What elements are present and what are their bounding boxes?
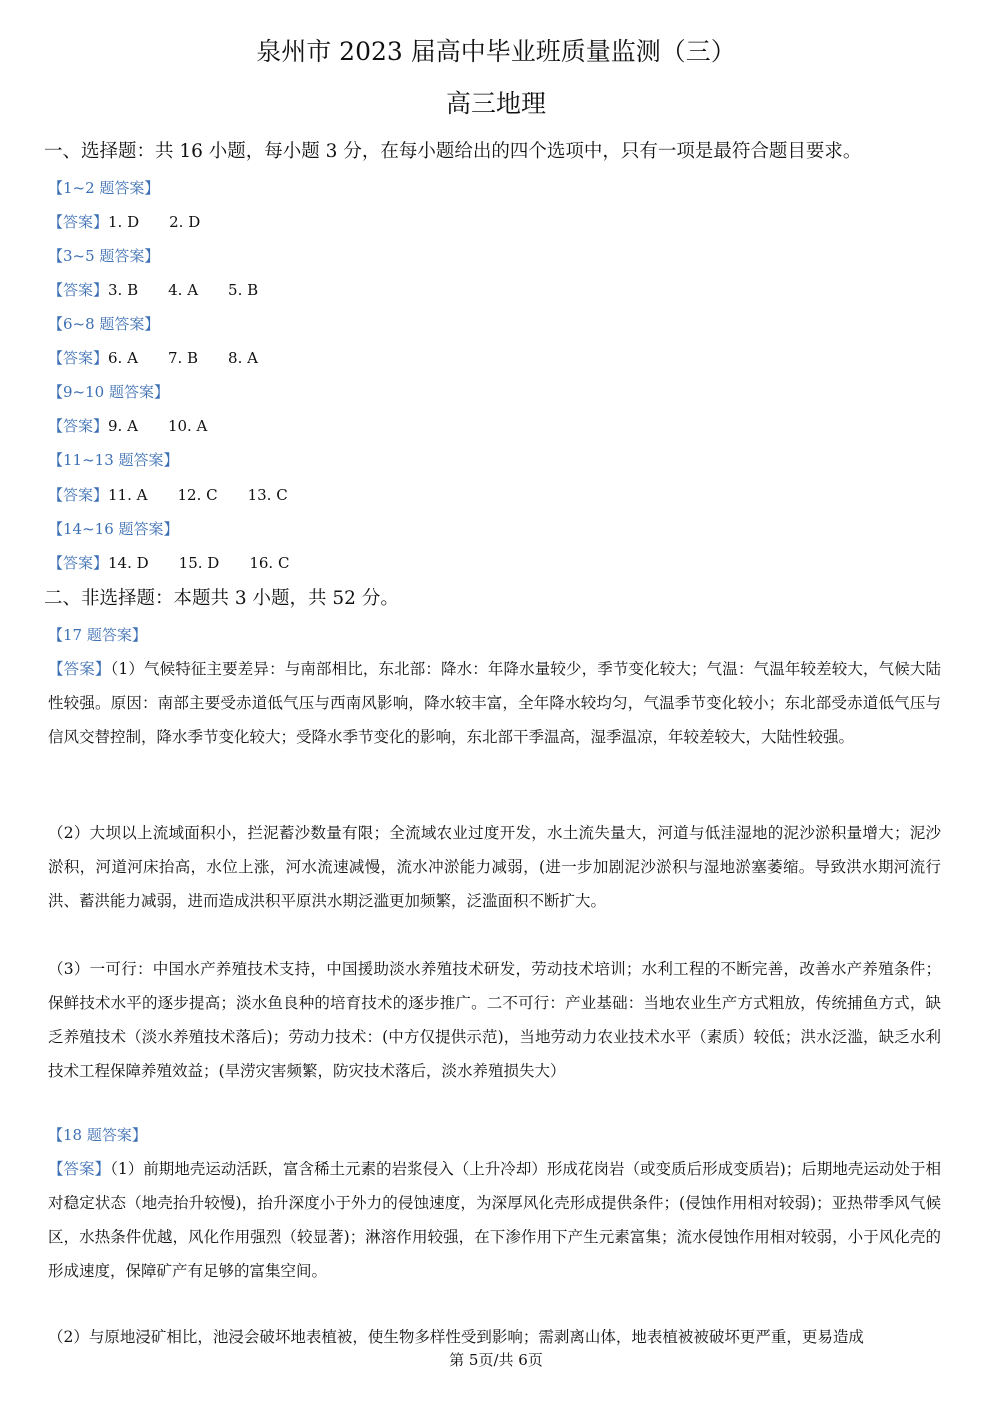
answer-label: 【答案】 <box>48 1160 111 1178</box>
answer-item: 4. A <box>168 281 199 299</box>
section1-title: 一、选择题：共 16 小题，每小题 3 分，在每小题给出的四个选项中，只有一项是最符合题目要求。 <box>44 141 862 162</box>
q18-part1-text: （1）前期地壳运动活跃，富含稀土元素的岩浆侵入（上升冷却）形成花岗岩（或变质后形成变质岩)；后期地壳运动处于相对稳定状态（地壳抬升较慢)，抬升深度小于外力的侵蚀速度，为深厚风化壳形成提供条件；(侵蚀作用相对较弱)；亚热带季风气候区，水热条件优越，风化作用强烈（较显著)；淋溶作用较强，在下渗作用下产生元素富集；流水侵蚀作用相对较弱，小于风化壳的形成速度，保障矿产有足够的富集空间。 <box>48 1160 941 1280</box>
answer-item: 8. A <box>228 349 258 367</box>
answer-item: 16. C <box>249 554 290 572</box>
q17-paragraph-2: （2）大坝以上流域面积小，拦泥蓄沙数量有限；全流域农业过度开发，水土流失量大，河道与低洼湿地的泥沙淤积量增大；泥沙淤积，河道河床抬高，水位上涨，河水流速减慢，流水冲淤能力减弱，(进一步加剧泥沙淤积与湿地淤塞萎缩。导致洪水期河流行洪、蓄洪能力减弱，进而造成洪积平原洪水期泛滥更加频繁，泛滥面积不断扩大。 <box>48 824 941 910</box>
group-tag: 【1~2 题答案】 <box>48 179 160 197</box>
answer-line <box>48 552 319 574</box>
group-tag: 【6~8 题答案】 <box>48 315 160 333</box>
q18-paragraph-2: （2）与原地浸矿相比，池浸会破坏地表植被，使生物多样性受到影响；需剥离山体，地表植被被破坏更严重，更易造成 <box>48 1328 864 1346</box>
answer-label: 【答案】 <box>48 486 109 504</box>
main-title: 泉州市 2023 届高中毕业班质量监测（三） <box>256 37 736 66</box>
answer-item: 1. D <box>108 213 140 231</box>
q17-part1-text: （1）气候特征主要差异：与南部相比，东北部：降水：年降水量较少，季节变化较大；气温：气温年较差较大，气候大陆性较强。原因：南部主要受赤道低气压与西南风影响，降水较丰富，全年降水较均匀，气温季节变化较小；东北部受赤道低气压与信风交替控制，降水季节变化较大；受降水季节变化的影响，东北部干季温高，湿季温凉，年较差较大，大陆性较强。 <box>48 660 941 746</box>
answer-label: 【答案】 <box>48 417 109 435</box>
answer-label: 【答案】 <box>48 213 109 231</box>
q17-paragraph-1 <box>48 652 941 754</box>
answer-item: 11. A <box>108 486 148 504</box>
answer-item: 13. C <box>247 486 288 504</box>
q17-paragraph-3: （3）一可行：中国水产养殖技术支持，中国援助淡水养殖技术研发，劳动技术培训；水利工程的不断完善，改善水产养殖条件；保鲜技术水平的逐步提高；淡水鱼良种的培育技术的逐步推广。二不可行：产业基础：当地农业生产方式粗放，传统捕鱼方式，缺乏养殖技术（淡水养殖技术落后)；劳动力技术：(中方仅提供示范)，当地劳动力农业技术水平（素质）较低；洪水泛滥，缺乏水利技术工程保障养殖效益；(旱涝灾害频繁，防灾技术落后，淡水养殖损失大） <box>48 960 941 1080</box>
answer-item: 9. A <box>108 417 138 435</box>
answer-item: 3. B <box>108 281 139 299</box>
answer-label: 【答案】 <box>48 281 109 299</box>
answer-item: 2. D <box>169 213 201 231</box>
section2-title: 二、非选择题：本题共 3 小题，共 52 分。 <box>44 588 399 609</box>
group-tag: 【14~16 题答案】 <box>48 520 179 538</box>
answer-item: 14. D <box>108 554 149 572</box>
answer-item: 10. A <box>167 417 208 435</box>
answer-item: 6. A <box>108 349 138 367</box>
answer-item: 15. D <box>178 554 220 572</box>
group-tag: 【3~5 题答案】 <box>48 247 160 265</box>
q18-paragraph-1 <box>48 1152 941 1288</box>
q18-tag: 【18 题答案】 <box>48 1126 147 1144</box>
answer-label: 【答案】 <box>48 349 109 367</box>
page-number: 第 5页/共 6页 <box>449 1351 543 1369</box>
answer-item: 12. C <box>177 486 218 504</box>
answer-label: 【答案】 <box>48 660 111 678</box>
answer-line <box>48 415 237 437</box>
q17-tag: 【17 题答案】 <box>48 626 147 644</box>
answer-label: 【答案】 <box>48 554 109 572</box>
answer-line <box>48 279 288 301</box>
answer-line <box>48 211 230 233</box>
group-tag: 【11~13 题答案】 <box>48 451 179 469</box>
group-tag: 【9~10 题答案】 <box>48 383 169 401</box>
answer-line <box>48 347 288 369</box>
answer-item: 7. B <box>167 349 199 367</box>
answer-line <box>48 484 318 506</box>
answer-item: 5. B <box>228 281 259 299</box>
sub-title: 高三地理 <box>445 89 546 118</box>
